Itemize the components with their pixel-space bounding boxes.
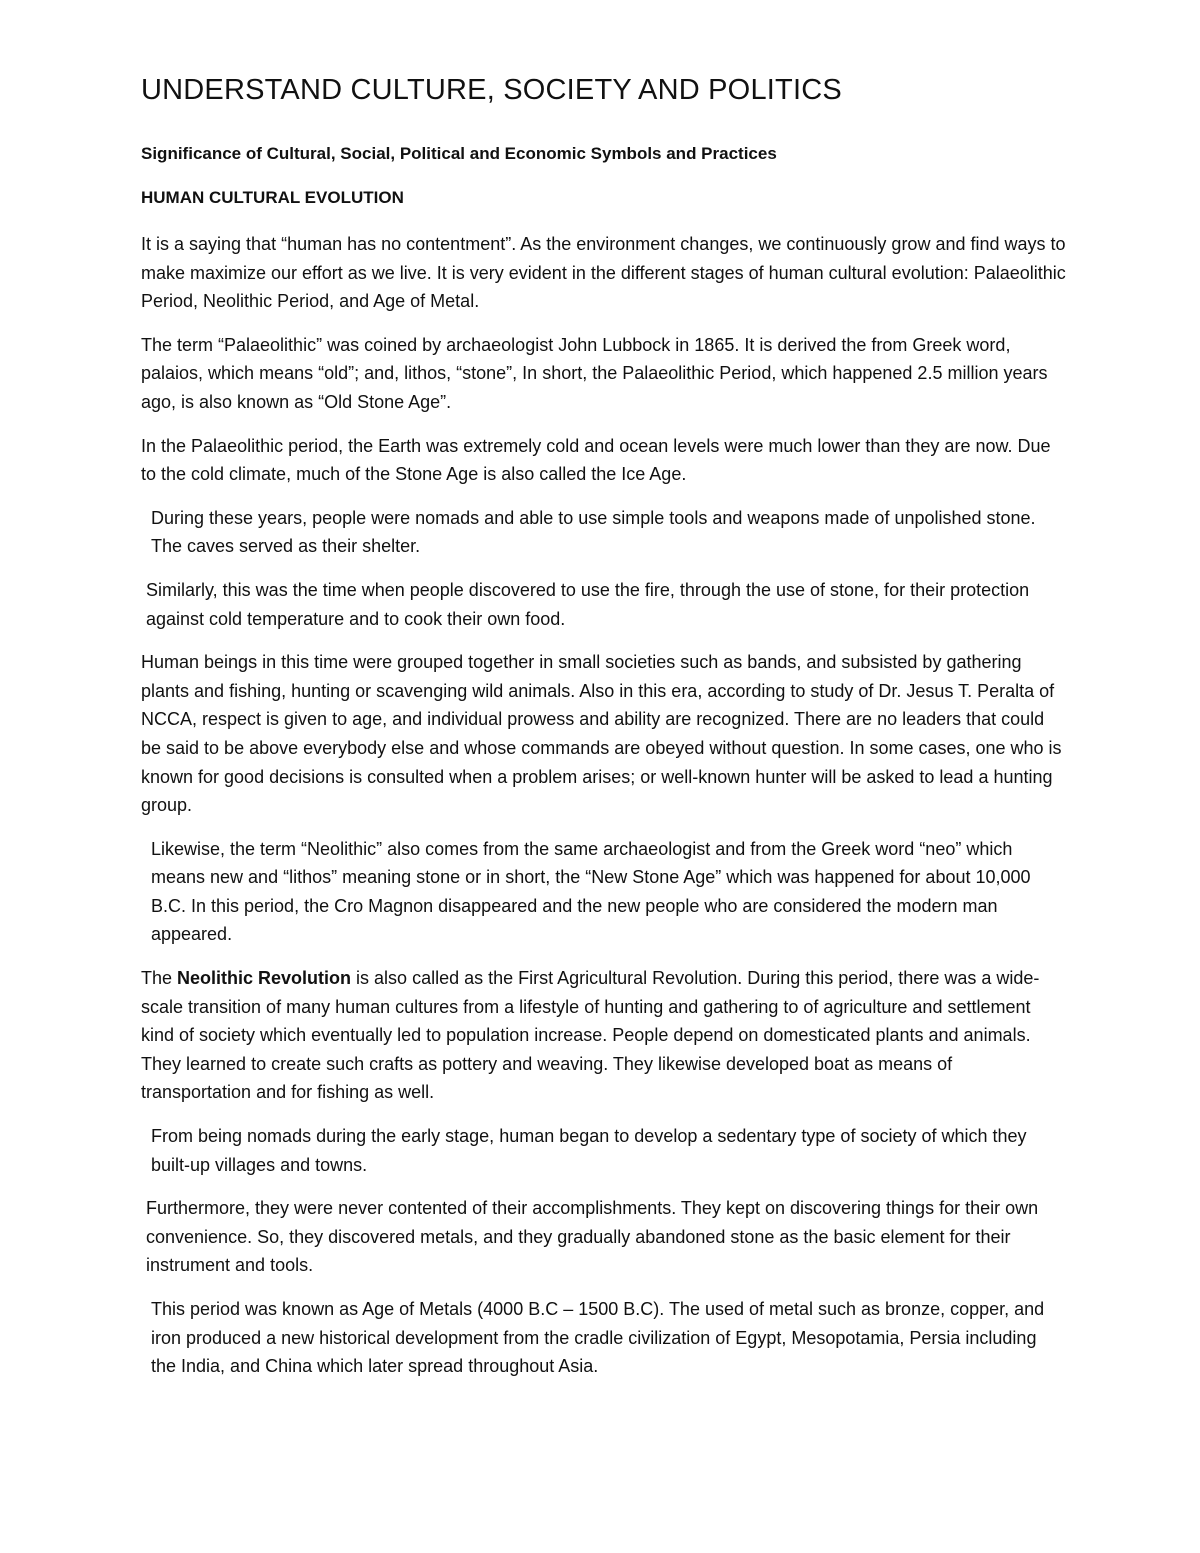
paragraph-2: The term “Palaeolithic” was coined by archaeologist John Lubbock in 1865. It is derived the from Greek word, palaios, which means “old”; and, lithos, “stone”, In short, the Palaeolithic Period, which happened 2.5 million years ago, is also known as “Old Stone Age”. bbox=[141, 334, 1048, 412]
paragraph-9: From being nomads during the early stage, human began to develop a sedentary type of society of which they built-up villages and towns. bbox=[151, 1126, 1027, 1175]
paragraph-1: It is a saying that “human has no contentment”. As the environment changes, we continuously grow and find ways to make maximize our effort as we live. It is very evident in the different stages of human cultural evolution: Palaeolithic Period, Neolithic Period, and Age of Metal. bbox=[141, 234, 1066, 312]
paragraph-10: Furthermore, they were never contented of their accomplishments. They kept on discovering things for their own convenience. So, they discovered metals, and they gradually abandoned stone as the basic element for their instrument and tools. bbox=[146, 1198, 1039, 1276]
document-subtitle: Significance of Cultural, Social, Political and Economic Symbols and Practices bbox=[141, 144, 777, 163]
document-body bbox=[141, 230, 1066, 1396]
paragraph-7: Likewise, the term “Neolithic” also comes from the same archaeologist and from the Greek word “neo” which means new and “lithos” meaning stone or in short, the “New Stone Age” which was happened for about 10,000 B.C. In this period, the Cro Magnon disappeared and the new people who are considered the modern man appeared. bbox=[151, 838, 1031, 945]
section-heading: HUMAN CULTURAL EVOLUTION bbox=[141, 188, 404, 207]
paragraph-8-bold-term: Neolithic Revolution bbox=[177, 968, 352, 989]
paragraph-3: In the Palaeolithic period, the Earth was extremely cold and ocean levels were much lower than they are now. Due to the cold climate, much of the Stone Age is also called the Ice Age. bbox=[141, 435, 1051, 485]
paragraph-11: This period was known as Age of Metals (4000 B.C – 1500 B.C). The used of metal such as bronze, copper, and iron produced a new historical development from the cradle civilization of Egypt, Mesopotamia, Persia including the India, and China which later spread throughout Asia. bbox=[151, 1299, 1045, 1377]
paragraph-4: During these years, people were nomads and able to use simple tools and weapons made of unpolished stone. The caves served as their shelter. bbox=[151, 507, 1036, 557]
paragraph-6: Human beings in this time were grouped together in small societies such as bands, and subsisted by gathering plants and fishing, hunting or scavenging wild animals. Also in this era, according to study of Dr. Jesus T. Peralta of NCCA, respect is given to age, and individual prowess and ability are recognized. There are no leaders that could be said to be above everybody else and whose commands are obeyed without question. In some cases, one who is known for good decisions is consulted when a problem arises; or well-known hunter will be asked to lead a hunting group. bbox=[141, 652, 1062, 816]
paragraph-5: Similarly, this was the time when people discovered to use the fire, through the use of stone, for their protection against cold temperature and to cook their own food. bbox=[146, 579, 1030, 629]
paragraph-8-lead: The bbox=[141, 968, 178, 989]
paragraph-8-rest: is also called as the First Agricultural Revolution. During this period, there was a wide-scale transition of many human cultures from a lifestyle of hunting and gathering to of agriculture and settlement kind of society which eventually led to population increase. People depend on domesticated plants and animals. They learned to create such crafts as pottery and weaving. They likewise developed boat as means of transportation and for fishing as well. bbox=[141, 968, 1040, 1103]
paragraph-8 bbox=[141, 964, 1066, 1107]
document-title: UNDERSTAND CULTURE, SOCIETY AND POLITICS bbox=[141, 74, 842, 106]
